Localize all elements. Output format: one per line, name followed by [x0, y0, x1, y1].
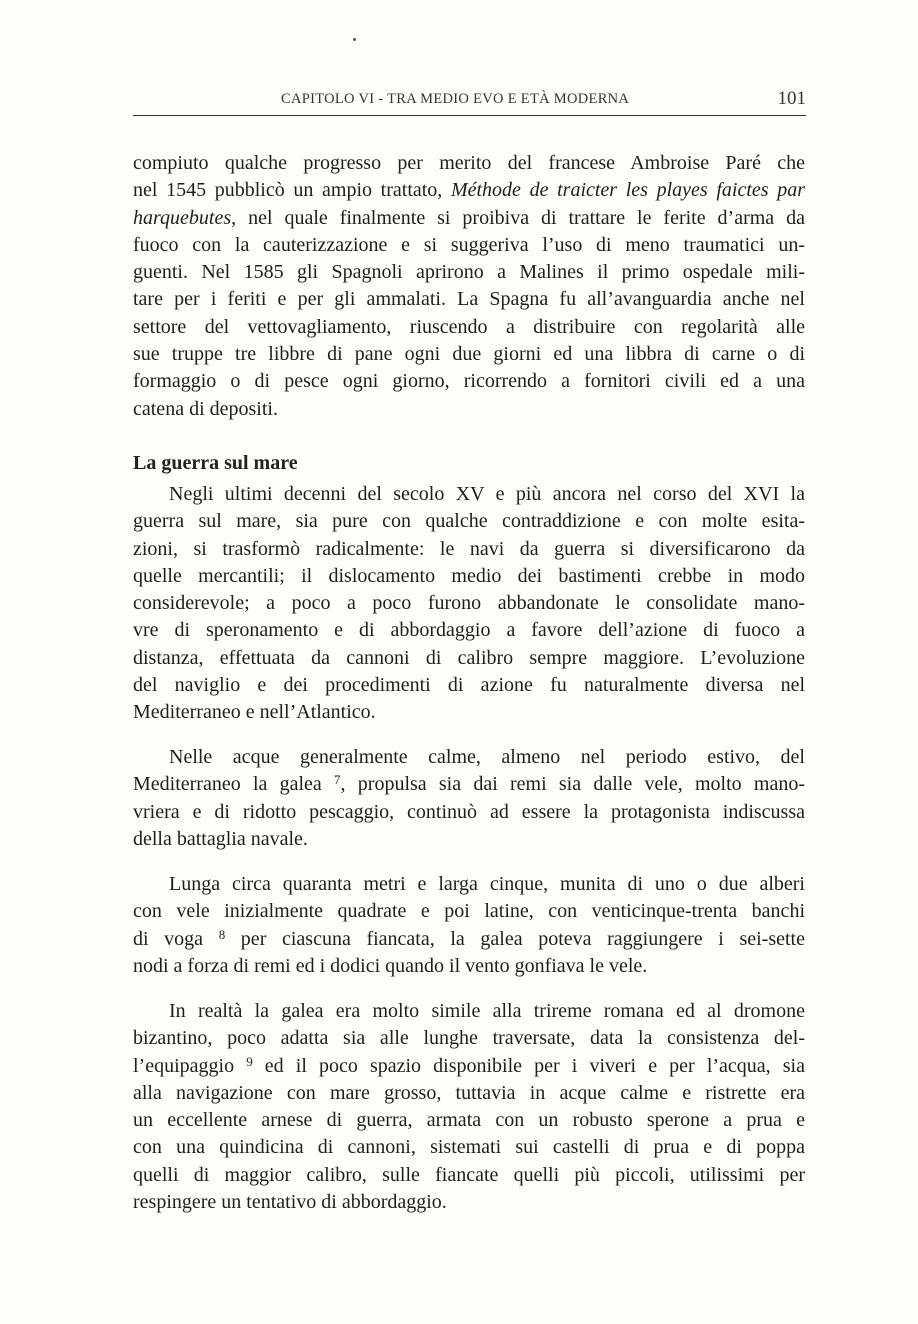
text-line	[133, 1080, 805, 1107]
text-line	[133, 953, 805, 980]
text-run: alla navigazione con mare grosso, tuttavia in acque calme e ristrette era	[133, 1081, 805, 1104]
text-run: , propulsa sia dai remi sia dalle vele, molto mano-	[340, 773, 805, 796]
text-run: guenti. Nel 1585 gli Spagnoli aprirono a Malines il primo ospedale mili-	[133, 261, 805, 284]
text-line	[133, 744, 805, 771]
text-line	[133, 177, 805, 204]
text-run: Lunga circa quaranta metri e larga cinque, munita di uno o due alberi	[169, 873, 805, 895]
scan-speck	[353, 38, 356, 41]
text-run: zioni, si trasformò radicalmente: le navi da guerra si diversificarono da	[133, 537, 805, 560]
text-line	[133, 396, 805, 423]
text-line	[133, 617, 805, 644]
text-line	[133, 898, 805, 925]
text-run: l’equipaggio	[133, 1054, 247, 1077]
text-line	[133, 1134, 805, 1161]
footnote-ref: 8	[218, 926, 226, 942]
text-run: con vele inizialmente quadrate e poi latine, con venticinque-trenta banchi	[133, 900, 805, 923]
text-run: formaggio o di pesce ogni giorno, ricorrendo a fornitori civili ed a una	[133, 370, 805, 393]
paragraph	[133, 481, 805, 727]
text-line	[133, 259, 805, 286]
page-number: 101	[777, 88, 806, 109]
text-line	[133, 1025, 805, 1052]
text-run: respingere un tentativo di abbordaggio.	[133, 1191, 447, 1214]
text-line	[133, 1162, 805, 1189]
paragraph	[133, 744, 805, 853]
text-run: sue truppe tre libbre di pane ogni due giorni ed una libbra di carne o di	[133, 343, 805, 366]
text-line	[133, 150, 805, 177]
text-run: ed il poco spazio disponibile per i viveri e per l’acqua, sia	[252, 1054, 805, 1077]
running-title: CAPITOLO VI - TRA MEDIO EVO E ETÀ MODERNA	[281, 91, 630, 107]
text-line	[133, 645, 805, 672]
text-run: nel 1545 pubblicò un ampio trattato,	[133, 179, 451, 202]
running-header	[133, 88, 806, 116]
text-run: Negli ultimi decenni del secolo XV e più ancora nel corso del XVI la	[169, 483, 805, 505]
text-run: , nel quale finalmente si proibiva di trattare le ferite d’arma da	[231, 206, 805, 229]
text-line	[133, 926, 805, 953]
text-line	[133, 799, 805, 826]
text-run: tare per i feriti e per gli ammalati. La Spagna fu all’avanguardia anche nel	[133, 288, 805, 311]
text-run: per ciascuna fiancata, la galea poteva raggiungere i sei-sette	[225, 927, 805, 950]
text-run: vriera e di ridotto pescaggio, continuò ad essere la protagonista indiscussa	[133, 800, 805, 823]
text-run: compiuto qualche progresso per merito del francese Ambroise Paré che	[133, 152, 805, 174]
text-line	[133, 368, 805, 395]
text-line	[133, 232, 805, 259]
text-line	[133, 205, 805, 232]
text-run: quelle mercantili; il dislocamento medio dei bastimenti crebbe in modo	[133, 564, 805, 587]
text-line	[133, 286, 805, 313]
text-line	[133, 826, 805, 853]
text-run: della battaglia navale.	[133, 827, 308, 850]
text-run: catena di depositi.	[133, 397, 278, 420]
paragraph	[133, 998, 805, 1216]
text-line	[133, 871, 805, 898]
text-run: un eccellente arnese di guerra, armata con un robusto sperone a prua e	[133, 1109, 805, 1132]
text-run: quelli di maggior calibro, sulle fiancate quelli più piccoli, utilissimi per	[133, 1163, 805, 1186]
paragraph	[133, 150, 805, 423]
italic-title: Méthode de traicter les playes faictes par	[450, 179, 805, 202]
text-line	[133, 1189, 805, 1216]
text-line	[133, 771, 805, 798]
text-run: guerra sul mare, sia pure con qualche contraddizione e con molte esita-	[133, 510, 805, 533]
footnote-ref: 7	[334, 772, 341, 788]
text-run: considerevole; a poco a poco furono abbandonate le consolidate mano-	[133, 592, 805, 615]
text-run: Nelle acque generalmente calme, almeno nel periodo estivo, del	[169, 746, 805, 768]
text-line	[133, 563, 805, 590]
text-line	[133, 672, 805, 699]
text-line	[133, 536, 805, 563]
footnote-ref: 9	[246, 1053, 253, 1069]
text-line	[133, 590, 805, 617]
text-run: vre di speronamento e di abbordaggio a favore dell’azione di fuoco a	[133, 619, 805, 642]
text-line	[133, 1053, 805, 1080]
text-run: del naviglio e dei procedimenti di azione fu naturalmente diversa nel	[133, 674, 805, 697]
text-line	[133, 314, 805, 341]
text-line	[133, 508, 805, 535]
text-run: distanza, effettuata da cannoni di calibro sempre maggiore. L’evoluzione	[133, 646, 805, 669]
text-line	[133, 1107, 805, 1134]
text-run: Mediterraneo la galea	[133, 773, 335, 796]
paragraph	[133, 871, 805, 980]
italic-title: harquebutes	[133, 206, 232, 229]
text-run: settore del vettovagliamento, riuscendo a distribuire con regolarità alle	[133, 315, 805, 338]
text-run: In realtà la galea era molto simile alla trireme romana ed al dromone	[169, 1000, 805, 1022]
text-run: con una quindicina di cannoni, sistemati sui castelli di prua e di poppa	[133, 1136, 805, 1159]
text-line	[133, 699, 805, 726]
section-heading: La guerra sul mare	[133, 452, 298, 474]
text-line	[133, 998, 805, 1025]
text-line	[133, 481, 805, 508]
text-run: bizantino, poco adatta sia alle lunghe traversate, data la consistenza del-	[133, 1027, 805, 1050]
text-run: fuoco con la cauterizzazione e si suggeriva l’uso di meno traumatici un-	[133, 233, 805, 256]
text-run: nodi a forza di remi ed i dodici quando il vento gonfiava le vele.	[133, 954, 648, 977]
text-run: Mediterraneo e nell’Atlantico.	[133, 701, 376, 724]
text-line	[133, 341, 805, 368]
text-run: di voga	[133, 927, 219, 950]
